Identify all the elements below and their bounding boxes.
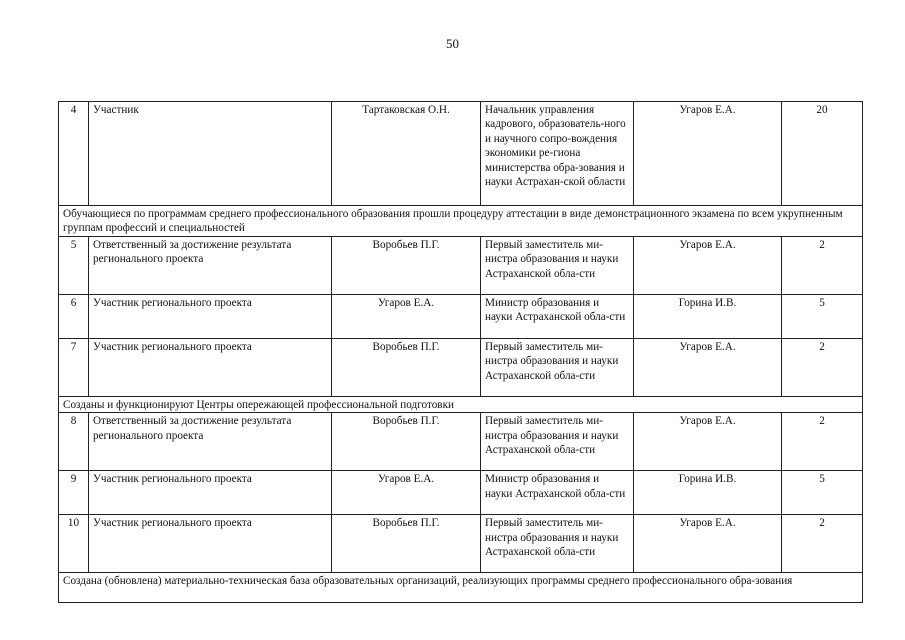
row-number: 8 xyxy=(59,413,89,471)
row-role: Ответственный за достижение результата регионального проекта xyxy=(89,236,332,294)
row-person: Тартаковская О.Н. xyxy=(332,102,481,206)
row-role: Ответственный за достижение результата регионального проекта xyxy=(89,413,332,471)
table-row xyxy=(59,515,863,573)
row-supervisor: Угаров Е.А. xyxy=(634,102,782,206)
row-number: 10 xyxy=(59,515,89,573)
row-position: Первый заместитель ми-нистра образования и науки Астраханской обла-сти xyxy=(481,413,634,471)
table-row xyxy=(59,294,863,338)
row-number: 7 xyxy=(59,338,89,396)
section-title: Создана (обновлена) материально-техническая база образовательных организаций, реализующих программы среднего профессионального обра-зования xyxy=(59,573,863,603)
row-person: Воробьев П.Г. xyxy=(332,413,481,471)
row-number: 4 xyxy=(59,102,89,206)
row-person: Воробьев П.Г. xyxy=(332,236,481,294)
section-header-row xyxy=(59,206,863,237)
row-role: Участник регионального проекта xyxy=(89,294,332,338)
row-person: Воробьев П.Г. xyxy=(332,515,481,573)
row-supervisor: Горина И.В. xyxy=(634,471,782,515)
row-share: 2 xyxy=(782,413,863,471)
table-row xyxy=(59,471,863,515)
table-row xyxy=(59,236,863,294)
section-header-row xyxy=(59,396,863,412)
row-supervisor: Угаров Е.А. xyxy=(634,338,782,396)
table-row xyxy=(59,338,863,396)
page-number: 50 xyxy=(446,36,459,51)
row-role: Участник xyxy=(89,102,332,206)
row-share: 5 xyxy=(782,471,863,515)
row-supervisor: Горина И.В. xyxy=(634,294,782,338)
row-position: Первый заместитель ми-нистра образования и науки Астраханской обла-сти xyxy=(481,236,634,294)
row-person: Угаров Е.А. xyxy=(332,471,481,515)
row-role: Участник регионального проекта xyxy=(89,338,332,396)
row-position: Начальник управления кадрового, образователь-ного и научного сопро-вождения экономики ре-гиона министерства обра-зования и науки Астрахан-ской области xyxy=(481,102,634,206)
row-supervisor: Угаров Е.А. xyxy=(634,515,782,573)
project-roster-table xyxy=(58,101,863,603)
row-position: Министр образования и науки Астраханской обла-сти xyxy=(481,294,634,338)
row-position: Министр образования и науки Астраханской обла-сти xyxy=(481,471,634,515)
row-number: 5 xyxy=(59,236,89,294)
row-number: 6 xyxy=(59,294,89,338)
table-row xyxy=(59,413,863,471)
row-role: Участник регионального проекта xyxy=(89,471,332,515)
row-role: Участник регионального проекта xyxy=(89,515,332,573)
row-supervisor: Угаров Е.А. xyxy=(634,236,782,294)
row-person: Угаров Е.А. xyxy=(332,294,481,338)
row-share: 2 xyxy=(782,236,863,294)
row-position: Первый заместитель ми-нистра образования и науки Астраханской обла-сти xyxy=(481,515,634,573)
row-share: 5 xyxy=(782,294,863,338)
row-position: Первый заместитель ми-нистра образования и науки Астраханской обла-сти xyxy=(481,338,634,396)
row-share: 2 xyxy=(782,515,863,573)
row-share: 2 xyxy=(782,338,863,396)
section-title: Созданы и функционируют Центры опережающей профессиональной подготовки xyxy=(59,396,863,412)
section-header-row xyxy=(59,573,863,603)
table-row xyxy=(59,102,863,206)
row-share: 20 xyxy=(782,102,863,206)
row-person: Воробьев П.Г. xyxy=(332,338,481,396)
row-supervisor: Угаров Е.А. xyxy=(634,413,782,471)
section-title: Обучающиеся по программам среднего профессионального образования прошли процедуру аттестации в виде демонстрационного экзамена по всем укрупненным группам профессий и специальностей xyxy=(59,206,863,237)
row-number: 9 xyxy=(59,471,89,515)
